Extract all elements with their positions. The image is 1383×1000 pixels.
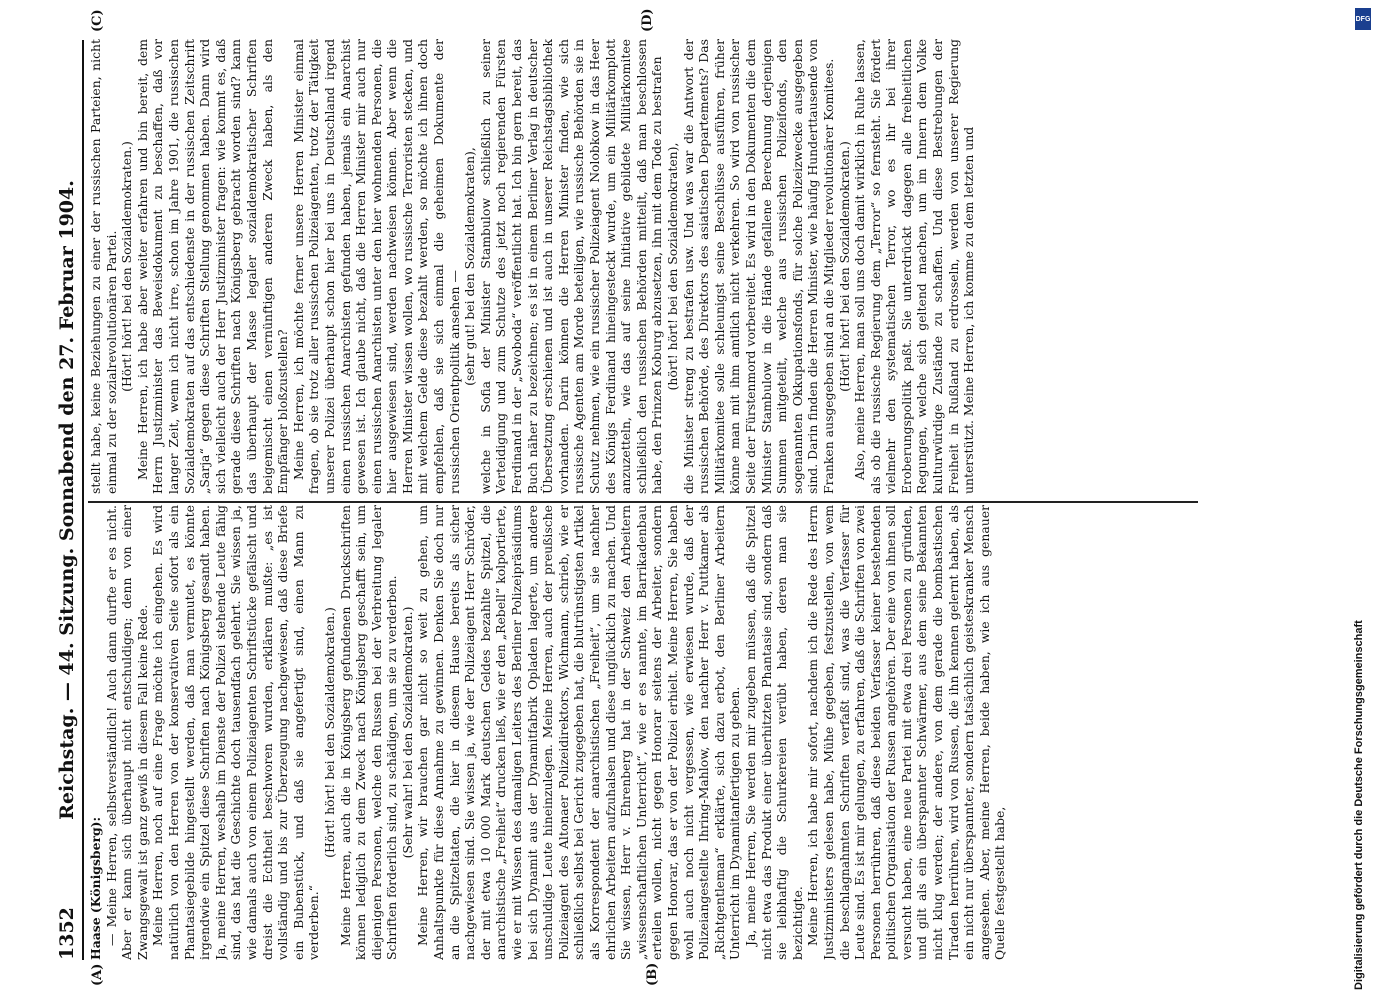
interjection: (Sehr wahr! bei den Sozialdemokraten.) <box>399 606 415 859</box>
paragraph: Meine Herren, auch die in Königsberg gefundenen Druckschriften können lediglich zu dem Zweck nach Königsberg geschafft sein, um diejenigen Personen, welche den Russen bei der Verbreitung legaler Schriften förderlich sind, zu schädigen, um sie zu verderben. <box>337 505 400 960</box>
paragraph: Meine Herren, wir brauchen gar nicht so weit zu gehen, um Anhaltspunkte für diese Annahme zu gewinnen. Denken Sie doch nur an die Spitzeltaten, die hier in diesem Hause bereits als sicher nachgewiesen sind. Sie wissen ja, wie der Polizeiagent Herr Schröder, der mit etwa 10 000 Mark deutschen Geldes bezahlte Spitzel, die anarchistische „Freiheit“ drucken ließ, wie er den „Rebell“ kolportierte, wie er mit Wissen des damaligen Leiters des Berliner Polizeipräsidiums bei sich Dynamit aus der Dynamitfabrik Opladen lagerte, um andere unschuldige Leute hineinzulegen. Meine Herren, auch der preußische Polizeiagent des Altonaer Polizeidirektors, Wichmann, schrieb, wie er schließlich selbst bei Gericht zugegeben hat, die blutrünstigsten Artikel als Korrespondent der anarchistischen „Freiheit“, um sie nachher ehrlichen Arbeitern aufzuhalsen und diese unglücklich zu machen. Und Sie wissen, Herr v. Ehrenberg hat in der Schweiz den Arbeitern „wissenschaftlichen Unterricht“, wie er es nannte, im Barrikadenbau erteilen wollen, nicht gegen Honorar seitens der Arbeiter, sondern gegen Honorar, das er von der Polizei erhielt. Meine Herren, Sie haben wohl auch noch nicht vergessen, wie erwiesen wurde, daß der Polizeiangestellte Ihring-Mahlow, den nachher Herr v. Puttkamer als „Richtgentleman“ erklärte, sich dazu erbot, den Berliner Arbeitern Unterricht im Dynamitanfertigen zu geben. <box>415 505 743 960</box>
paragraph: Meine Herren, ich habe mir sofort, nachdem ich die Rede des Herrn Justizministers gelesen habe, Mühe gegeben, festzustellen, von wem die beschlagnahmten Schriften verfaßt sind, was die Verfasser für Leute sind. Es ist mir gelungen, zu erfahren, daß die Schriften von zwei Personen herrühren, daß diese beiden Verfasser keiner bestehenden politischen Organisation der Russen angehören. Der eine von ihnen soll versucht haben, eine neue Partei mit etwa drei Personen zu gründen, und gilt als ein überspannter Schwärmer, aus dem seine Bekannten nicht klug werden; der andere, von dem gerade die bombastischen Tiraden herrühren, wird von Russen, die ihn kennen gelernt haben, als ein nicht nur überspannter, sondern tatsächlich geisteskranker Mensch angesehen. Aber, meine Herren, beide haben, wie ich aus genauer Quelle festgestellt habe, <box>805 505 1008 960</box>
paragraph: welche in Sofia der Minister Stambulow schließlich zu seiner Verteidigung und zum Schutze des jetzt noch regierenden Fürsten Ferdinand in der „Swoboda“ veröffentlicht hat. Ich bin gern bereit, das Buch näher zu bezeichnen; es ist in einem Berliner Verlag in deutscher Übersetzung erschienen und ist auch in unserer Reichstagsbibliothek vorhanden. Darin können die Herren Minister finden, wie sich russische Agenten am Morde beteiligen, wie russische Behörden sie in Schutz nehmen, wie ein russischer Polizeiagent Nolobkow in das Heer des Königs Ferdinand hineingesteckt wurde, um ein Militärkomplott anzuzetteln, wie das auf seine Initiative gebildete Militärkomitee schließlich den russischen Behörden mitteilt, daß man beschlossen habe, den Prinzen Koburg abzusetzen, ihn mit dem Tode zu bestrafen <box>477 39 665 494</box>
digitization-credit <box>1353 10 1373 990</box>
margin-mark-d: (D) <box>640 8 655 32</box>
column-divider <box>88 502 1198 504</box>
page-header <box>56 40 80 960</box>
page-number: 1352 <box>56 907 78 960</box>
right-column <box>88 39 1198 494</box>
interjection: (Hört! hört! bei den Sozialdemokraten.) <box>119 141 135 392</box>
paragraph: Ja, meine Herren, Sie werden mir zugeben müssen, daß die Spitzel nicht etwa das Produkt einer überhitzten Phantasie sind, sondern daß sie leibhaftig die Schurkereien verübt haben, deren man sie bezichtigte. <box>742 505 805 960</box>
paragraph: Meine Herren, ich möchte ferner unsere Herren Minister einmal fragen, ob sie trotz aller russischen Polizeiagenten, trotz der Tätigkeit unserer Polizei überhaupt schon hier bei uns in Deutschland irgend einen russischen Anarchisten gefunden haben, jemals ein Anarchist gewesen ist. Ich glaube nicht, daß die Herren Minister mir auch nur einen russischen Anarchisten unter den hier wohnenden Personen, die hier ausgewiesen sind, werden nachweisen können. Aber wenn die Herren Minister wissen wollen, wo russische Terroristen stecken, und mit welchem Gelde diese bezahlt werden, so möchte ich ihnen doch empfehlen, daß sie sich einmal die geheimen Dokumente der russischen Orientpolitik ansehen — <box>290 39 462 494</box>
interjection: (hört! hört! bei den Sozialdemokraten), <box>664 142 680 391</box>
left-column <box>88 505 1198 960</box>
speaker-name: Haase (Königsberg): <box>88 816 103 960</box>
paragraph: — Meine Herren, selbstverständlich! Auch dann durfte er es nicht. Aber er kann sich überhaupt nicht entschuldigen; denn von einer Zwangsgewalt ist ganz gewiß in diesem Fall keine Rede. <box>103 505 150 960</box>
paragraph: Also, meine Herren, man soll uns doch damit wirklich in Ruhe lassen, als ob die russische Regierung dem „Terror“ so fernsteht. Sie fördert vielmehr den systematischen Terror, wo es ihr bei ihrer Eroberungspolitik paßt. Sie unterdrückt dagegen alle freiheitlichen Regungen, welche sich geltend machen, um im Innern dem Volke kulturwürdige Zustände zu schaffen. Und diese Bestrebungen der Freiheit in Rußland zu erdrosseln, werden von unserer Regierung unterstützt. Meine Herren, ich komme zu dem letzten und <box>852 39 977 494</box>
paragraph: stellt habe, keine Beziehungen zu einer der russischen Parteien, nicht einmal zu der sozialrevolutionären Partei. <box>88 39 119 494</box>
paragraph: die Minister streng zu bestrafen usw. Und was war die Antwort der russischen Behörde, des Direktors des asiatischen Departements? Das Militärkomitee solle schleunigst seine Beschlüsse ausführen, früher könne man mit ihm amtlich nicht verkehren. So wird von russischer Seite der Fürstenmord vorbereitet. Es wird in den Dokumenten die dem Minister Stambulow in die Hände gefallene Berechnung derjenigen Summen mitgeteilt, welche aus russischen Polizeifonds, den sogenannten Okkupationsfonds, für solche Polizeizwecke ausgegeben sind. Darin finden die Herren Minister, wie häufig Hunderttausende von Franken ausgegeben sind an die Mitglieder revolutionärer Komitees. <box>680 39 836 494</box>
interjection: (Hört! hört! bei den Sozialdemokraten.) <box>321 607 337 858</box>
interjection: (Hört! hört! bei den Sozialdemokraten.) <box>836 141 852 392</box>
interjection: (sehr gut! bei den Sozialdemokraten), <box>462 147 478 386</box>
margin-mark-a: (A) <box>90 963 105 986</box>
page-title: Reichstag. — 44. Sitzung. Sonnabend den 27. Februar 1904. <box>56 180 78 820</box>
margin-mark-c: (C) <box>90 9 105 32</box>
credit-text: Digitalisierung gefördert durch die Deutsche Forschungsgemeinschaft <box>1353 620 1365 990</box>
dfg-logo: DFG <box>1355 8 1371 30</box>
paragraph: Meine Herren, noch auf eine Frage möchte ich eingehen. Es wird natürlich von den Herren von der konservativen Seite sofort als ein Phantasiegebilde hingestellt werden, daß man vermutet, es könnte irgendwie ein Spitzel diese Schriften nach Königsberg gesandt haben. Ja, meine Herren, weshalb im Dienste der Polizei stehende Leute fähig sind, das hat die Geschichte doch tausendfach gelehrt. Sie wissen ja, wie damals auch von einem Polizeiagenten Schriftstücke gefälscht und dreist die Echtheit beschworen wurden, erklären mußte: „es ist vollständig und bis zur Überzeugung nachgewiesen, daß diese Briefe ein Bubenstück, und daß sie angefertigt sind, einen Mann zu verderben.“ <box>150 505 322 960</box>
margin-mark-b: (B) <box>645 962 660 986</box>
header-rule <box>82 40 84 960</box>
paragraph: Meine Herren, ich habe aber weiter erfahren und bin bereit, dem Herrn Justizminister das Beweisdokument zu beschaffen, daß vor langer Zeit, wenn ich nicht irre, schon im Jahre 1901, die russischen Sozialdemokraten auf das entschiedenste in der russischen Zeitschrift „Sarja“ gegen diese Schriften Stellung genommen haben. Dann wird sich vielleicht auch der Herr Justizminister fragen: wie kommt es, daß gerade diese Schriften nach Königsberg gebracht worden sind? kann das überhaupt der Masse legaler sozialdemokratischer Schriften beigemischt einen vernünftigen anderen Zweck haben, als den Empfänger bloßzustellen? <box>134 39 291 494</box>
